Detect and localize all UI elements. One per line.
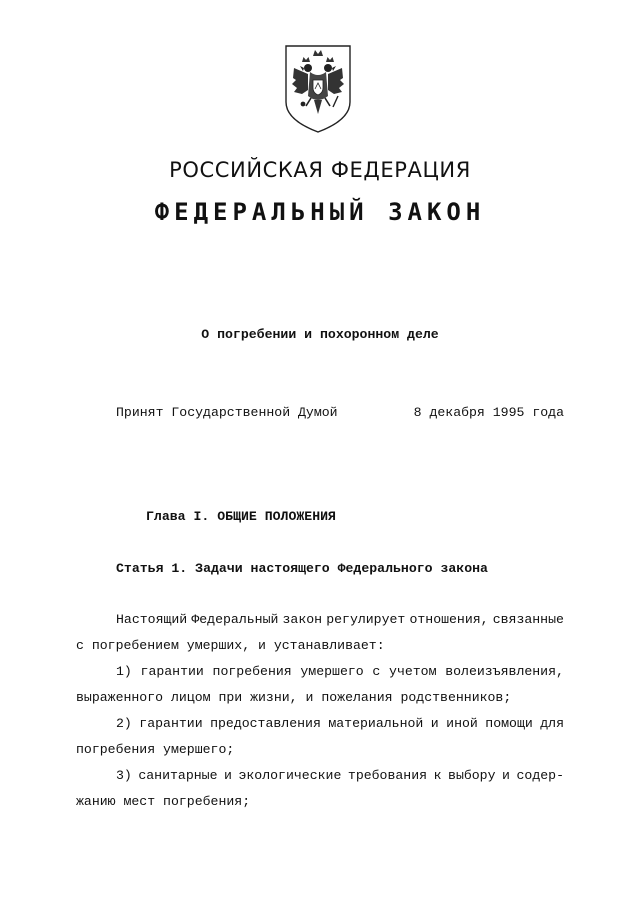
word: выбору: [448, 768, 496, 783]
word: закон: [282, 612, 323, 627]
word: иной: [446, 716, 478, 731]
article-body: [76, 611, 564, 819]
word: и: [224, 768, 232, 783]
article-label: Статья 1.: [116, 561, 188, 576]
word: к: [433, 768, 442, 783]
word: гарантии: [140, 664, 204, 679]
chapter-name: ОБЩИЕ ПОЛОЖЕНИЯ: [217, 509, 336, 524]
word: регулирует: [326, 612, 406, 627]
word: содер-: [516, 768, 564, 783]
paragraph-4-line-2: жанию мест погребения;: [76, 794, 251, 809]
paragraph-4-line-1: [76, 767, 564, 793]
word: материальной: [328, 716, 424, 731]
double-headed-eagle-coat-of-arms-icon: [284, 44, 352, 134]
word: для: [540, 716, 564, 731]
word: 1): [116, 664, 132, 679]
word: предоставления: [210, 716, 321, 731]
word: погребения: [212, 664, 292, 679]
chapter-heading: [146, 509, 336, 524]
country-name: РОССИЙСКАЯ ФЕДЕРАЦИЯ: [169, 158, 471, 182]
paragraph-1-line-2: с погребением умерших, и устанавливает:: [76, 638, 385, 653]
chapter-label: Глава I.: [146, 509, 210, 524]
word: отношения,: [409, 612, 489, 627]
adopted-date: 8 декабря 1995 года: [413, 405, 564, 420]
word: с: [372, 664, 381, 679]
article-name: Задачи настоящего Федерального закона: [195, 561, 488, 576]
word: гарантии: [139, 716, 203, 731]
adopted-by: Принят Государственной Думой: [116, 405, 338, 420]
word: экологические: [238, 768, 342, 783]
document-type: ФЕДЕРАЛЬНЫЙ ЗАКОН: [154, 198, 486, 226]
word: умершего: [300, 664, 364, 679]
word: и: [502, 768, 510, 783]
paragraph-2-line-1: [76, 663, 564, 689]
word: и: [430, 716, 439, 731]
word: 3): [116, 768, 132, 783]
word: волеизъявления,: [445, 664, 564, 679]
word: санитарные: [138, 768, 218, 783]
word: 2): [116, 716, 132, 731]
word: связанные: [492, 612, 564, 627]
adoption-line: [116, 405, 564, 420]
paragraph-2-line-2: выраженного лицом при жизни, и пожелания родственников;: [76, 690, 512, 705]
word: помощи: [485, 716, 533, 731]
word: Настоящий: [116, 612, 188, 627]
word: учетом: [389, 664, 437, 679]
paragraph-3-line-1: [76, 715, 564, 741]
word: Федеральный: [191, 612, 279, 627]
paragraph-1-line-1: [76, 611, 564, 637]
paragraph-3-line-2: погребения умершего;: [76, 742, 235, 757]
law-title: О погребении и похоронном деле: [201, 327, 439, 342]
article-heading: [116, 561, 488, 576]
word: требования: [347, 768, 428, 783]
